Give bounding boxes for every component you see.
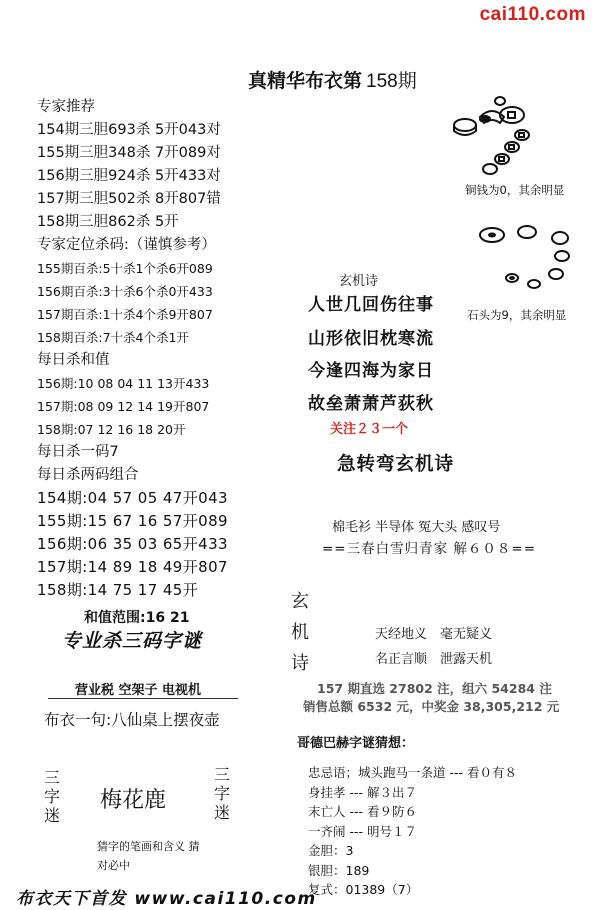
riddle-words: 营业税 空架子 电视机 bbox=[75, 683, 202, 698]
stones-icon bbox=[462, 222, 582, 292]
page-title bbox=[248, 66, 417, 93]
list-item: 每日杀两码组合 bbox=[37, 467, 139, 483]
follow-note: 关注２３一个 bbox=[330, 422, 409, 437]
brand-logo-text[interactable]: cai110.com bbox=[479, 4, 586, 25]
list-item: 每日杀和值 bbox=[37, 352, 110, 368]
sum-range: 和值范围:16 21 bbox=[84, 610, 190, 626]
list-item: 155期:15 67 16 57开089 bbox=[37, 512, 228, 530]
list-item: 156期:10 08 04 11 13开433 bbox=[37, 376, 210, 391]
divider bbox=[48, 698, 238, 699]
kill-three-riddle-heading: 专业杀三码字谜 bbox=[62, 630, 203, 652]
poem-line-1: 人世几回伤往事 bbox=[308, 295, 434, 315]
goldbach-riddles bbox=[308, 763, 517, 900]
poem-line-2: 山形依旧枕寒流 bbox=[308, 329, 434, 349]
riddle-line: 银胆：189 bbox=[308, 862, 370, 878]
footer-slogan: 布衣天下首发 www.cai110.com bbox=[16, 889, 317, 909]
title-main: 真精华布衣第 bbox=[248, 70, 363, 92]
list-item: 158期三胆862杀 5开 bbox=[37, 214, 179, 230]
sales-stats: 销售总额 6532 元，中奖金 38,305,212 元 bbox=[303, 699, 560, 714]
poem-label: 玄机诗 bbox=[339, 274, 379, 289]
poem-phrase-2: 名正言顺 泄露天机 bbox=[375, 652, 493, 667]
poem-vertical-label: 玄机诗 bbox=[291, 591, 309, 674]
list-item: 154期三胆693杀 5开043对 bbox=[37, 122, 221, 138]
list-item: 专家定位杀码:（谨慎参考） bbox=[37, 237, 216, 253]
poem-line-4: 故垒萧萧芦荻秋 bbox=[308, 394, 434, 414]
poem-line-3: 今逢四海为家日 bbox=[308, 361, 434, 381]
coins-gold-icon bbox=[440, 95, 580, 175]
brain-teaser-poem-heading: 急转弯玄机诗 bbox=[337, 454, 455, 475]
riddle-hint: 猜字的笔画和含义 猜对必中 bbox=[97, 840, 200, 872]
riddle-line: 金胆：3 bbox=[308, 843, 354, 858]
list-item: 157期三胆502杀 8开807错 bbox=[37, 191, 221, 207]
list-item: 157期:14 89 18 49开807 bbox=[37, 558, 228, 576]
list-item: 158期百杀:7十杀4个杀1开 bbox=[37, 330, 189, 345]
list-item: 每日杀一码7 bbox=[37, 444, 119, 460]
spring-riddle: ==三春白雪归青家 解６０８== bbox=[322, 541, 537, 557]
stone-caption: 石头为9，其余明显 bbox=[467, 308, 567, 322]
riddle-line: 忠忌语；城头跑马一条道 --- 看０有８ bbox=[308, 765, 517, 780]
list-item: 157期百杀:1十杀4个杀9开807 bbox=[37, 307, 213, 322]
draw-stats: 157 期直选 27802 注，组六 54284 注 bbox=[317, 681, 552, 696]
expert-list bbox=[37, 96, 277, 602]
riddle-line: 一齐闹 --- 明号１７ bbox=[308, 823, 417, 839]
list-item: 157期:08 09 12 14 19开807 bbox=[37, 399, 210, 414]
coin-caption: 铜钱为0，其余明显 bbox=[465, 183, 565, 197]
title-issue: 158期 bbox=[366, 71, 417, 92]
list-item: 154期:04 57 05 47开043 bbox=[37, 489, 228, 507]
list-item: 158期:07 12 16 18 20开 bbox=[37, 422, 186, 437]
goldbach-heading: 哥德巴赫字谜猜想： bbox=[297, 736, 415, 751]
meihua-riddle: 梅花鹿 bbox=[100, 788, 167, 813]
riddle-line: 末亡人 --- 看９防６ bbox=[308, 804, 417, 819]
three-char-riddle-left: 三字迷 bbox=[43, 768, 60, 825]
list-item: 156期三胆924杀 5开433对 bbox=[37, 168, 221, 184]
list-item: 155期三胆348杀 7开089对 bbox=[37, 145, 221, 161]
riddle-line: 复式：01389（7） bbox=[308, 882, 419, 897]
riddle-words-2: 棉毛衫 半导体 冤大头 感叹号 bbox=[332, 520, 501, 535]
three-char-riddle-right: 三字迷 bbox=[213, 765, 230, 822]
list-item: 155期百杀:5十杀1个杀6开089 bbox=[37, 261, 213, 276]
poem-phrase-1: 天经地义 毫无疑义 bbox=[375, 627, 493, 642]
buyi-sentence: 布衣一句:八仙桌上摆夜壶 bbox=[44, 711, 220, 729]
list-item: 158期:14 75 17 45开 bbox=[37, 581, 199, 599]
list-item: 专家推荐 bbox=[37, 99, 95, 115]
riddle-line: 身挂孝 --- 解３出７ bbox=[308, 784, 417, 800]
list-item: 156期百杀:3十杀6个杀0开433 bbox=[37, 284, 213, 299]
list-item: 156期:06 35 03 65开433 bbox=[37, 535, 228, 553]
